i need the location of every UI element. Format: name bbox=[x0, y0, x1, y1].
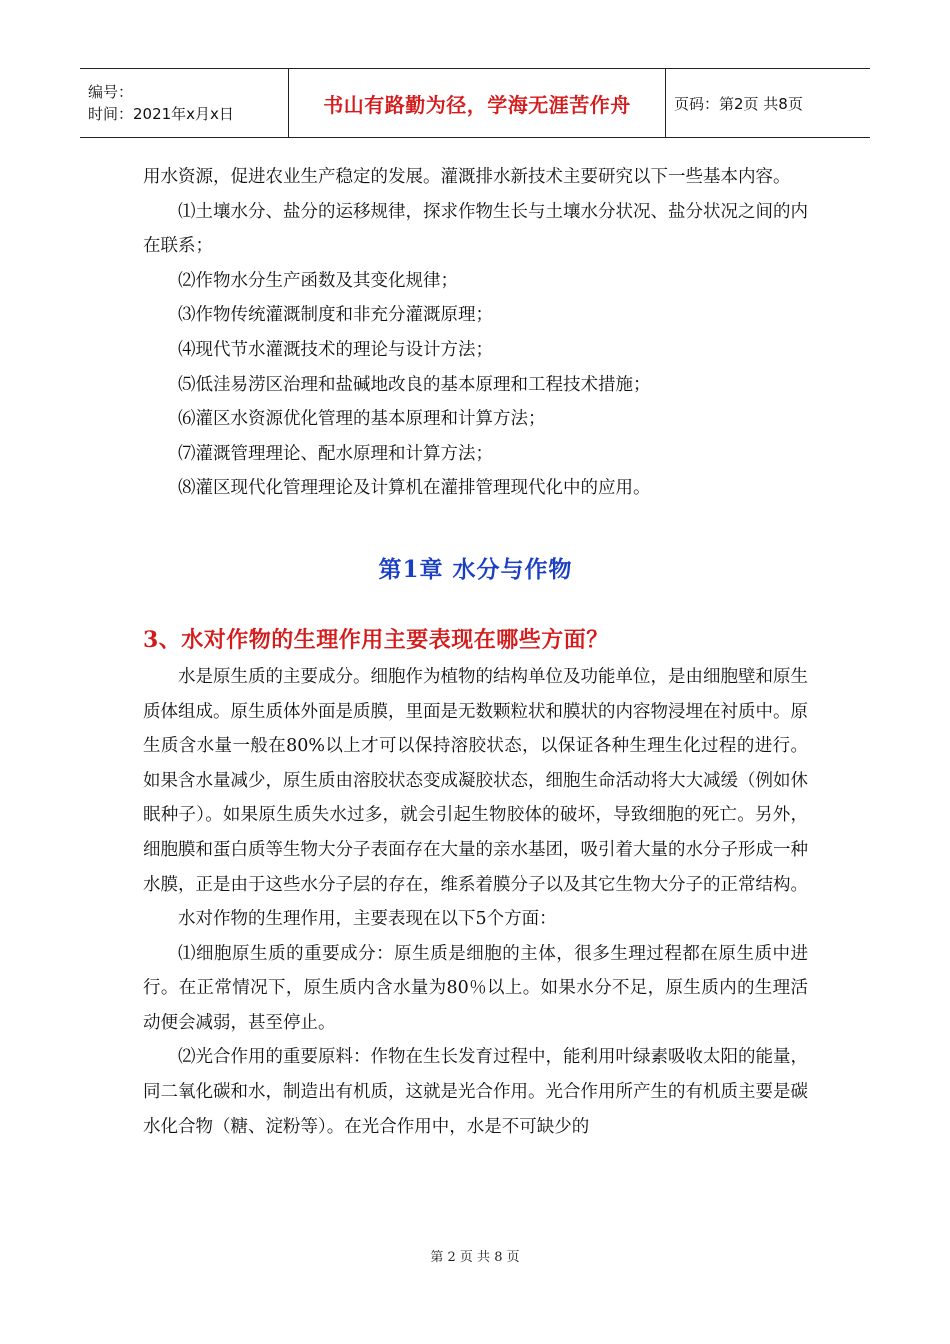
page-info: 页码：第2页 共8页 bbox=[674, 94, 803, 113]
intro-item-4: ⑷现代节水灌溉技术的理论与设计方法； bbox=[178, 339, 493, 360]
number-label: 编号： bbox=[88, 83, 134, 101]
intro-item-3: ⑶作物传统灌溉制度和非充分灌溉原理； bbox=[178, 305, 493, 326]
question-title: 3、水对作物的生理作用主要表现在哪些方面？ bbox=[143, 626, 609, 653]
page-footer: 第 2 页 共 8 页 bbox=[430, 1250, 520, 1265]
intro-item-1: ⑴土壤水分、盐分的运移规律，探求作物生长与土壤水分状况、盐分状况之间的内在联系； bbox=[143, 201, 808, 257]
header-motto-cell bbox=[288, 69, 666, 137]
chapter-title: 第1章 水分与作物 bbox=[378, 555, 573, 583]
intro-item-7: ⑺灌溉管理理论、配水原理和计算方法； bbox=[178, 443, 493, 464]
intro-item-8: ⑻灌区现代化管理理论及计算机在灌排管理现代化中的应用。 bbox=[178, 478, 651, 499]
header-left-cell bbox=[80, 69, 288, 137]
body-paragraph-3: ⑴细胞原生质的重要成分：原生质是细胞的主体，很多生理过程都在原生质中进行。在正常情况下，原生质内含水量为80％以上。如果水分不足，原生质内的生理活动便会减弱，甚至停止。 bbox=[143, 943, 808, 1033]
time-label: 时间：2021年x月x日 bbox=[88, 105, 234, 123]
document-body bbox=[143, 160, 808, 1144]
intro-paragraph: 用水资源，促进农业生产稳定的发展。灌溉排水新技术主要研究以下一些基本内容。 bbox=[143, 167, 791, 187]
header-table bbox=[80, 68, 870, 138]
body-paragraph-4: ⑵光合作用的重要原料：作物在生长发育过程中，能利用叶绿素吸收太阳的能量，同二氧化碳和水，制造出有机质，这就是光合作用。光合作用所产生的有机质主要是碳水化合物（糖、淀粉等）。在光合作用中，水是不可缺少的 bbox=[143, 1047, 808, 1137]
intro-item-2: ⑵作物水分生产函数及其变化规律； bbox=[178, 270, 458, 291]
intro-item-6: ⑹灌区水资源优化管理的基本原理和计算方法； bbox=[178, 409, 546, 430]
motto-text: 书山有路勤为径，学海无涯苦作舟 bbox=[323, 92, 631, 117]
intro-item-5: ⑸低洼易涝区治理和盐碱地改良的基本原理和工程技术措施； bbox=[178, 374, 651, 395]
body-paragraph-2: 水对作物的生理作用，主要表现在以下5个方面： bbox=[178, 909, 557, 930]
header-page-cell bbox=[666, 69, 870, 137]
body-paragraph-1: 水是原生质的主要成分。细胞作为植物的结构单位及功能单位，是由细胞壁和原生质体组成。原生质体外面是质膜，里面是无数颗粒状和膜状的内容物浸埋在衬质中。原生质含水量一般在80%以上才可以保持溶胶状态，以保证各种生理生化过程的进行。如果含水量减少，原生质由溶胶状态变成凝胶状态，细胞生命活动将大大减缓（例如休眠种子）。如果原生质失水过多，就会引起生物胶体的破坏，导致细胞的死亡。另外，细胞膜和蛋白质等生物大分子表面存在大量的亲水基团，吸引着大量的水分子形成一种水膜，正是由于这些水分子层的存在，维系着膜分子以及其它生物大分子的正常结构。 bbox=[143, 666, 808, 895]
